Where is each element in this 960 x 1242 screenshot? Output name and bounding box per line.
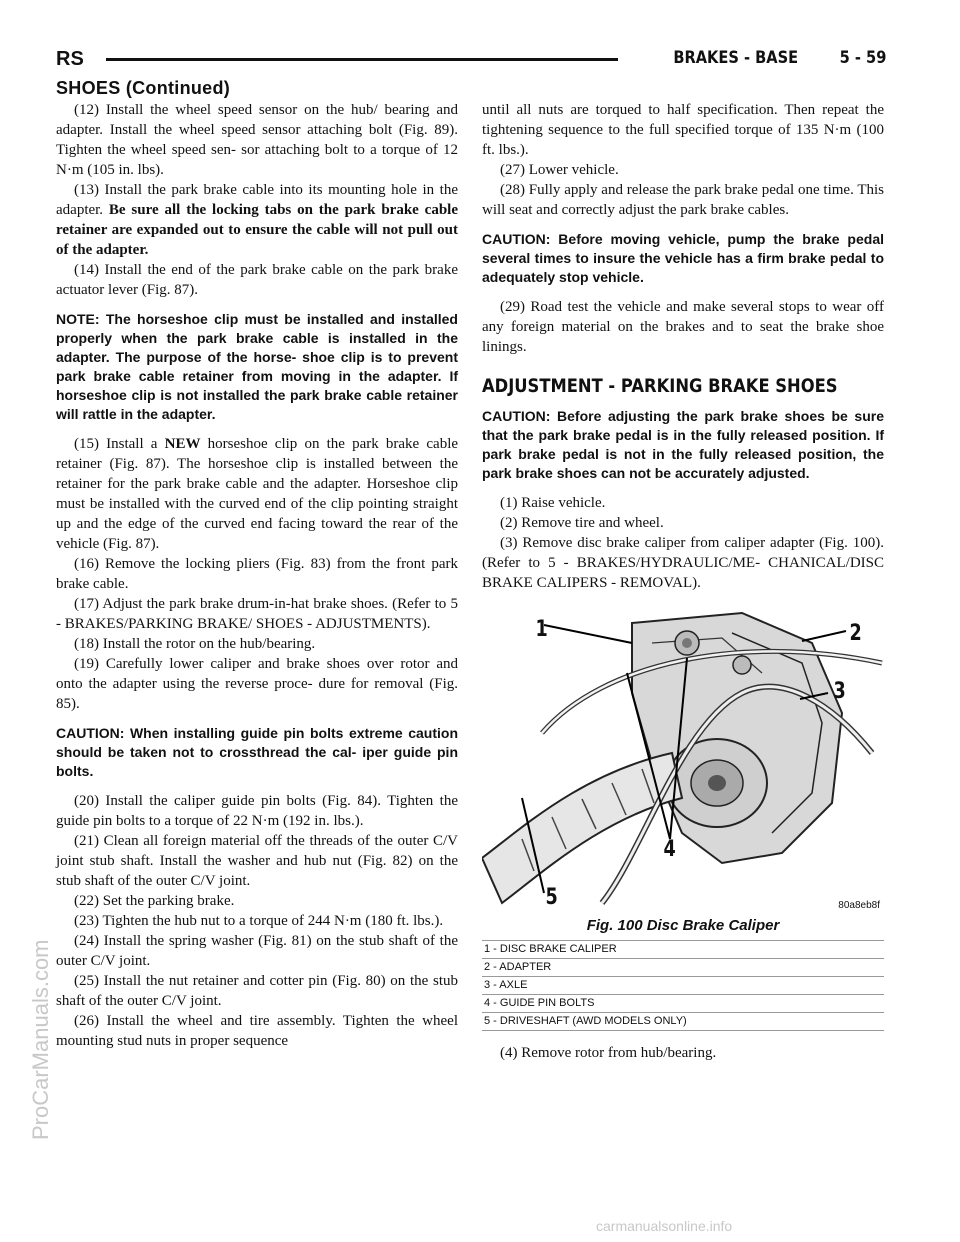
- step-13-emphasis: Be sure all the locking tabs on the park brake cable retainer are expanded out to ensure the cable will not pull out of the adapter.: [56, 202, 459, 258]
- caution-pump-brake: CAUTION: Before moving vehicle, pump the brake pedal several times to insure the vehicle has a firm brake pedal to adequately stop vehicle.: [482, 231, 884, 285]
- step-12: (12) Install the wheel speed sensor on the hub/ bearing and adapter. Install the wheel speed sensor attaching bolt (Fig. 89). Tighten the wheel speed sen- sor attaching bolt to a torque of 12 N·m (105 in. lbs).: [56, 102, 458, 178]
- step-13: [56, 180, 458, 260]
- step-23: (23) Tighten the hub nut to a torque of 244 N·m (180 ft. lbs.).: [74, 913, 444, 929]
- adjust-step-3: (3) Remove disc brake caliper from caliper adapter (Fig. 100). (Refer to 5 - BRAKES/HYDRAULIC/ME- CHANICAL/DISC BRAKE CALIPERS - REMOVAL).: [482, 535, 884, 591]
- caution-guide-pin: CAUTION: When installing guide pin bolts extreme caution should be taken not to crossthread the cal- iper guide pin bolts.: [56, 725, 458, 779]
- step-19: (19) Carefully lower caliper and brake shoes over rotor and onto the adapter using the reverse proce- dure for removal (Fig. 85).: [56, 656, 458, 712]
- callout-4: 4: [663, 837, 676, 862]
- step-15-emphasis: NEW: [164, 436, 201, 452]
- step-22: (22) Set the parking brake.: [74, 893, 235, 909]
- step-26: (26) Install the wheel and tire assembly. Tighten the wheel mounting stud nuts in proper sequence: [56, 1013, 458, 1049]
- left-column: [56, 100, 458, 1051]
- step-16: (16) Remove the locking pliers (Fig. 83) from the front park brake cable.: [56, 556, 458, 592]
- callout-5: 5: [545, 885, 558, 910]
- adjust-step-1: (1) Raise vehicle.: [500, 495, 606, 511]
- step-17: (17) Adjust the park brake drum-in-hat brake shoes. (Refer to 5 - BRAKES/PARKING BRAKE/ SHOES - ADJUSTMENTS).: [56, 596, 458, 632]
- header-title: BRAKES - BASE: [673, 48, 798, 68]
- legend-item: 4 - GUIDE PIN BOLTS: [482, 994, 884, 1012]
- callout-2: 2: [849, 621, 862, 646]
- header-rule: [106, 58, 618, 61]
- callout-1: 1: [535, 617, 548, 642]
- step-15-text-b: horseshoe clip on the park brake cable retainer (Fig. 87). The horseshoe clip is installed between the retainer for the park brake cable and the adapter. Horseshoe clip must be installed with the curved end of the clip pointing straight up and the edge of the curved end facing toward the rear of the vehicle (Fig. 87).: [56, 436, 459, 552]
- step-18: (18) Install the rotor on the hub/bearing.: [74, 636, 316, 652]
- footer-watermark: carmanualsonline.info: [596, 1218, 733, 1234]
- legend-item: 2 - ADAPTER: [482, 958, 884, 976]
- figure-legend: [482, 940, 884, 1031]
- step-24: (24) Install the spring washer (Fig. 81) on the stub shaft of the outer C/V joint.: [56, 933, 458, 969]
- header-page-number: 5 - 59: [839, 48, 886, 68]
- watermark-text: ProCarManuals.com: [28, 939, 53, 1140]
- step-26-continued: until all nuts are torqued to half specification. Then repeat the tightening sequence to the full specified torque of 135 N·m (100 ft. lbs.).: [482, 102, 884, 158]
- step-29: (29) Road test the vehicle and make several stops to wear off any foreign material on the brakes and to seat the brake shoe linings.: [482, 299, 884, 355]
- step-15-text-a: (15) Install a: [74, 436, 158, 452]
- header-section-code: RS: [56, 48, 84, 70]
- step-15: [56, 434, 458, 554]
- callout-3: 3: [833, 679, 846, 704]
- section-subheader: SHOES (Continued): [56, 78, 231, 98]
- caution-park-brake-pedal: CAUTION: Before adjusting the park brake shoes be sure that the park brake pedal is in the fully released position. If park brake pedal is not in the fully released position, the park brake shoes can not be accurately adjusted.: [482, 408, 884, 481]
- note-horseshoe-clip: NOTE: The horseshoe clip must be installed and installed properly when the park brake cable is installed in the adapter. The purpose of the horse- shoe clip is to prevent park brake cable retainer from moving in the adapter. If horseshoe clip is not installed the park brake cable retainer will rattle in the adapter.: [56, 311, 458, 422]
- adjust-step-2: (2) Remove tire and wheel.: [500, 515, 664, 531]
- right-column: [482, 100, 884, 1063]
- legend-item: 1 - DISC BRAKE CALIPER: [482, 940, 884, 958]
- figure-disc-brake-caliper: [482, 603, 884, 913]
- adjust-step-4: (4) Remove rotor from hub/bearing.: [500, 1045, 717, 1061]
- caliper-illustration: [482, 603, 884, 913]
- step-21: (21) Clean all foreign material off the threads of the outer C/V joint stub shaft. Install the washer and hub nut (Fig. 82) on the stub shaft of the outer C/V joint.: [56, 833, 458, 889]
- step-25: (25) Install the nut retainer and cotter pin (Fig. 80) on the stub shaft of the outer C/V joint.: [56, 973, 458, 1009]
- step-13-text: (13) Install the park brake cable into its mounting hole in the adapter.: [56, 182, 458, 218]
- section-title-adjustment: ADJUSTMENT - PARKING BRAKE SHOES: [482, 375, 838, 397]
- figure-code: 80a8eb8f: [838, 900, 880, 911]
- page-header: [56, 44, 886, 74]
- figure-caption: Fig. 100 Disc Brake Caliper: [586, 917, 780, 934]
- step-20: (20) Install the caliper guide pin bolts (Fig. 84). Tighten the guide pin bolts to a torque of 22 N·m (192 in. lbs.).: [56, 793, 458, 829]
- step-27: (27) Lower vehicle.: [500, 162, 619, 178]
- legend-item: 3 - AXLE: [482, 976, 884, 994]
- legend-item: 5 - DRIVESHAFT (AWD MODELS ONLY): [482, 1012, 884, 1031]
- step-14: (14) Install the end of the park brake cable on the park brake actuator lever (Fig. 87).: [56, 262, 458, 298]
- step-28: (28) Fully apply and release the park brake pedal one time. This will seat and correctly adjust the park brake cables.: [482, 182, 884, 218]
